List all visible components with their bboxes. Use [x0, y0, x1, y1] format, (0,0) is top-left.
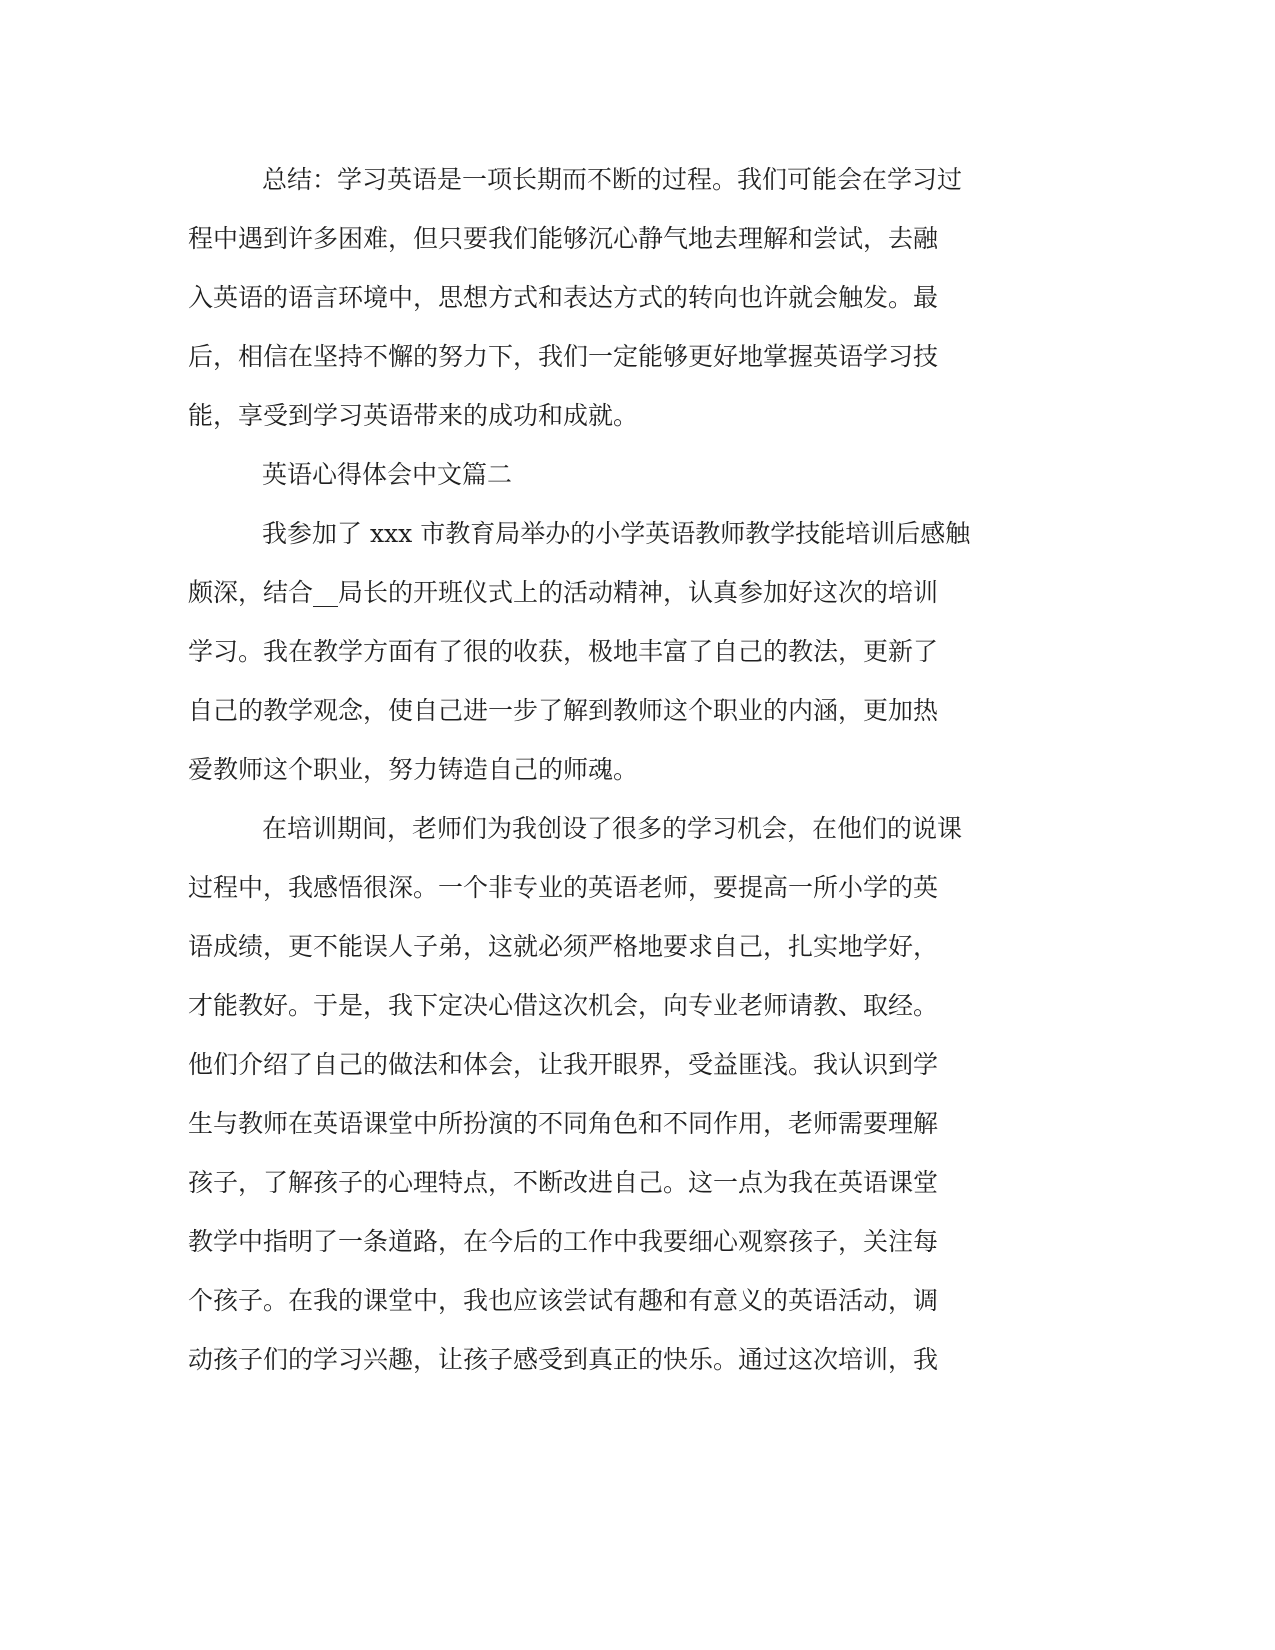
paragraph-3-line-5: 他们介绍了自己的做法和体会，让我开眼界，受益匪浅。我认识到学 [188, 1050, 939, 1079]
paragraph-3-line-10: 动孩子们的学习兴趣，让孩子感受到真正的快乐。通过这次培训，我 [188, 1345, 939, 1374]
paragraph-1-line-2: 程中遇到许多困难，但只要我们能够沉心静气地去理解和尝试，去融 [188, 224, 939, 253]
paragraph-3-line-9: 个孩子。在我的课堂中，我也应该尝试有趣和有意义的英语活动，调 [188, 1286, 939, 1315]
paragraph-3-line-2: 过程中，我感悟很深。一个非专业的英语老师，要提高一所小学的英 [188, 873, 939, 902]
paragraph-1-line-5: 能，享受到学习英语带来的成功和成就。 [188, 401, 639, 430]
paragraph-1-line-3: 入英语的语言环境中，思想方式和表达方式的转向也许就会触发。最 [188, 283, 939, 312]
paragraph-3-line-3: 语成绩，更不能误人子弟，这就必须严格地要求自己，扎实地学好， [188, 932, 939, 961]
paragraph-2-line-5: 爱教师这个职业，努力铸造自己的师魂。 [188, 755, 639, 784]
paragraph-3-line-6: 生与教师在英语课堂中所扮演的不同角色和不同作用，老师需要理解 [188, 1109, 939, 1138]
section-heading: 英语心得体会中文篇二 [262, 460, 513, 489]
paragraph-3-line-8: 教学中指明了一条道路，在今后的工作中我要细心观察孩子，关注每 [188, 1227, 939, 1256]
paragraph-2-line-1: 我参加了 xxx 市教育局举办的小学英语教师教学技能培训后感触 [262, 519, 971, 548]
paragraph-2-line-3: 学习。我在教学方面有了很的收获，极地丰富了自己的教法，更新了 [188, 637, 939, 666]
paragraph-1-line-1: 总结：学习英语是一项长期而不断的过程。我们可能会在学习过 [262, 165, 963, 194]
paragraph-3-line-4: 才能教好。于是，我下定决心借这次机会，向专业老师请教、取经。 [188, 991, 939, 1020]
paragraph-2-line-2: 颇深，结合__局长的开班仪式上的活动精神，认真参加好这次的培训 [188, 578, 939, 607]
paragraph-1-line-4: 后，相信在坚持不懈的努力下，我们一定能够更好地掌握英语学习技 [188, 342, 939, 371]
paragraph-3-line-7: 孩子，了解孩子的心理特点，不断改进自己。这一点为我在英语课堂 [188, 1168, 939, 1197]
paragraph-3-line-1: 在培训期间，老师们为我创设了很多的学习机会，在他们的说课 [262, 814, 963, 843]
paragraph-2-line-4: 自己的教学观念，使自己进一步了解到教师这个职业的内涵，更加热 [188, 696, 939, 725]
